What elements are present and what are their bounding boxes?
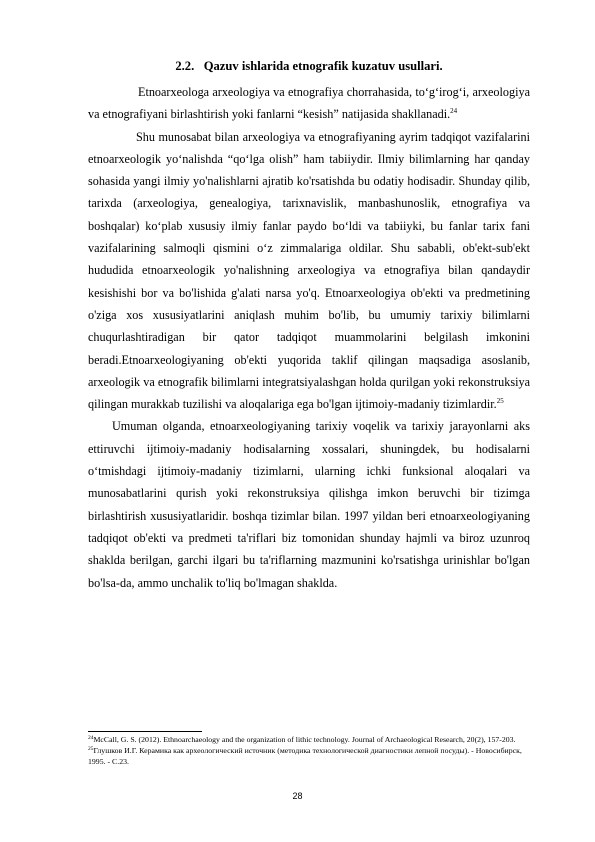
footnote-text: McCall, G. S. (2012). Ethnoarchaeology and the organization of lithic technology. Journal of Archaeological Research, 20(2), 157-203. — [93, 735, 516, 744]
footnote-24 — [88, 734, 536, 745]
footnote-divider — [88, 731, 202, 732]
section-heading — [88, 58, 530, 75]
footnotes — [88, 734, 536, 767]
footnote-25 — [88, 745, 536, 767]
paragraph-2 — [88, 126, 530, 416]
page-number: 28 — [292, 791, 303, 801]
paragraph-3-text: Umuman olganda, etnoarxeologiyaning tarixiy voqelik va tarixiy jarayonlarni aks ettiruvchi ijtimoiy-madaniy hodisalarning xossalari, shuningdek, bu hodisalarni o‘tmishdagi ijtimoiy-madaniy tizimlarni, ularning ichki funksional aloqalari va munosabatlarini qurish yoki rekonstruksiya qilishga imkon beruvchi bir tizimga birlashtirish xususiyatlaridir. boshqa tizimlar bilan. 1997 yildan beri etnoarxeologiyaning tadqiqot ob'ekti va predmeti ta'riflari biz tomonidan shunday hajmli va biroz uzunroq shaklda berilgan, garchi ilgari bu ta'riflarning mazmunini ko'rsatishga urinishlar bo'lgan bo'lsa-da, ammo unchalik to'liq bo'lmagan shaklda. — [88, 419, 530, 590]
footnote-ref-25[interactable]: 25 — [496, 397, 504, 406]
section-title: Qazuv ishlarida etnografik kuzatuv usullari. — [203, 59, 443, 73]
footnote-number: 25 — [88, 746, 94, 752]
paragraph-3 — [88, 415, 530, 593]
footnote-text: Глушков И.Г. Керамика как археологический источник (методика технологической диагностики лепной посуды). - Новосибирск, 1995. - С.23. — [88, 746, 522, 766]
page-body — [88, 58, 530, 594]
footnote-number: 24 — [88, 735, 94, 741]
paragraph-1-text: Etnoarxeologa arxeologiya va etnografiya chorrahasida, to‘g‘irog‘i, arxeologiya va etnografiyani birlashtirish yoki fanlarni “kesish” natijasida shakllanadi. — [88, 85, 530, 122]
paragraph-1 — [88, 81, 530, 126]
section-number: 2.2. — [175, 59, 195, 73]
footnote-ref-24[interactable]: 24 — [450, 107, 458, 116]
paragraph-2-text: Shu munosabat bilan arxeologiya va etnografiyaning ayrim tadqiqot vazifalarini etnoarxeologik yo‘nalishda “qo‘lga olish” ham tabiiydir. Ilmiy bilimlarning har qanday sohasida yangi ilmiy yo'nalishlarni ajratib ko'rsatishda bu odatiy hodisadir. Shunday qilib, tarixda (arxeologiya, genealogiya, tarixnavislik, manbashunoslik, etnografiya va boshqalar) ko‘plab xususiy ilmiy fanlar paydo bo‘ldi va tabiiyki, bu fanlar tarix fani vazifalarining salmoqli qismini o‘z zimmalariga oldilar. Shu sababli, ob'ekt-sub'ekt hududida etnoarxeologik yo'nalishning arxeologiya va etnografiya bilan qandaydir kesishishi bor va bo'lishida g'alati narsa yo'q. Etnoarxeologiya ob'ekti va predmetining o'ziga xos xususiyatlarini aniqlash muhim bo'lib, bu umumiy tarixiy bilimlarni chuqurlashtiradigan bir qator tadqiqot muammolarini belgilash imkonini beradi.Etnoarxeologiyaning ob'ekti yuqorida taklif qilingan maqsadiga asoslanib, arxeologik va etnografik bilimlarni integratsiyalashgan holda qurilgan yoki rekonstruksiya qilingan murakkab tuzilishi va aloqalariga ega bo'lgan ijtimoiy-madaniy tizimlardir. — [88, 129, 530, 412]
